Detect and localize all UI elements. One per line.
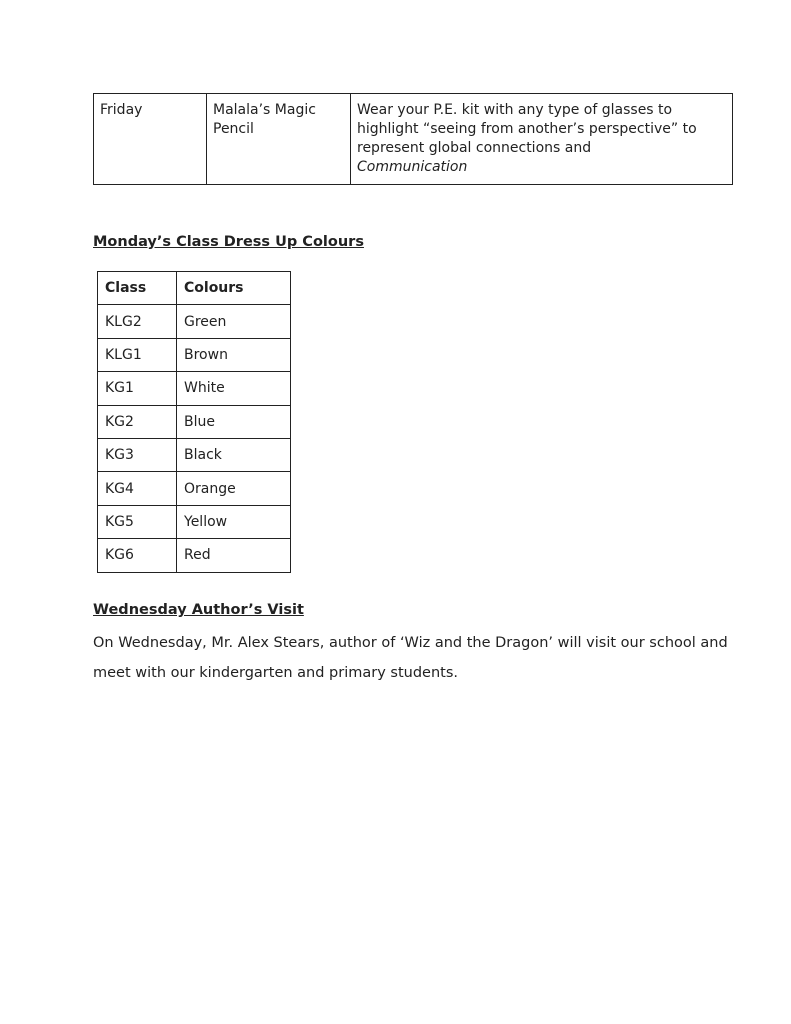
header-row — [98, 272, 291, 305]
colour-cell: White — [177, 372, 291, 405]
table-row — [98, 338, 291, 371]
table-row — [98, 539, 291, 572]
colour-cell: Brown — [177, 338, 291, 371]
class-colours-table — [97, 271, 291, 573]
colour-cell: Colours — [177, 272, 291, 305]
class-cell: KLG2 — [98, 305, 177, 338]
colour-cell: Blue — [177, 405, 291, 438]
table-row — [98, 372, 291, 405]
class-cell: KG2 — [98, 405, 177, 438]
colour-cell: Yellow — [177, 505, 291, 538]
schedule-table — [93, 93, 733, 185]
table-row — [94, 94, 733, 185]
class-cell: KG5 — [98, 505, 177, 538]
table-row — [98, 305, 291, 338]
table-row — [98, 505, 291, 538]
class-cell: KLG1 — [98, 338, 177, 371]
monday-heading: Monday’s Class Dress Up Colours — [93, 234, 364, 250]
table-row — [98, 472, 291, 505]
table-row — [98, 438, 291, 471]
class-cell: KG1 — [98, 372, 177, 405]
colour-cell: Green — [177, 305, 291, 338]
day-cell: Friday — [94, 94, 207, 185]
wednesday-text: On Wednesday, Mr. Alex Stears, author of ‘Wiz and the Dragon’ will visit our school and meet with our kindergarten and primary students. — [93, 635, 728, 681]
table-row — [98, 405, 291, 438]
class-cell: KG6 — [98, 539, 177, 572]
description-cell: Wear your P.E. kit with any type of glasses to highlight “seeing from another’s perspective” to represent global connections and Communication — [351, 94, 733, 185]
book-cell: Malala’s Magic Pencil — [207, 94, 351, 185]
class-cell: KG4 — [98, 472, 177, 505]
wednesday-heading: Wednesday Author’s Visit — [93, 602, 304, 618]
class-cell: Class — [98, 272, 177, 305]
class-cell: KG3 — [98, 438, 177, 471]
colour-cell: Orange — [177, 472, 291, 505]
colour-cell: Red — [177, 539, 291, 572]
colour-cell: Black — [177, 438, 291, 471]
